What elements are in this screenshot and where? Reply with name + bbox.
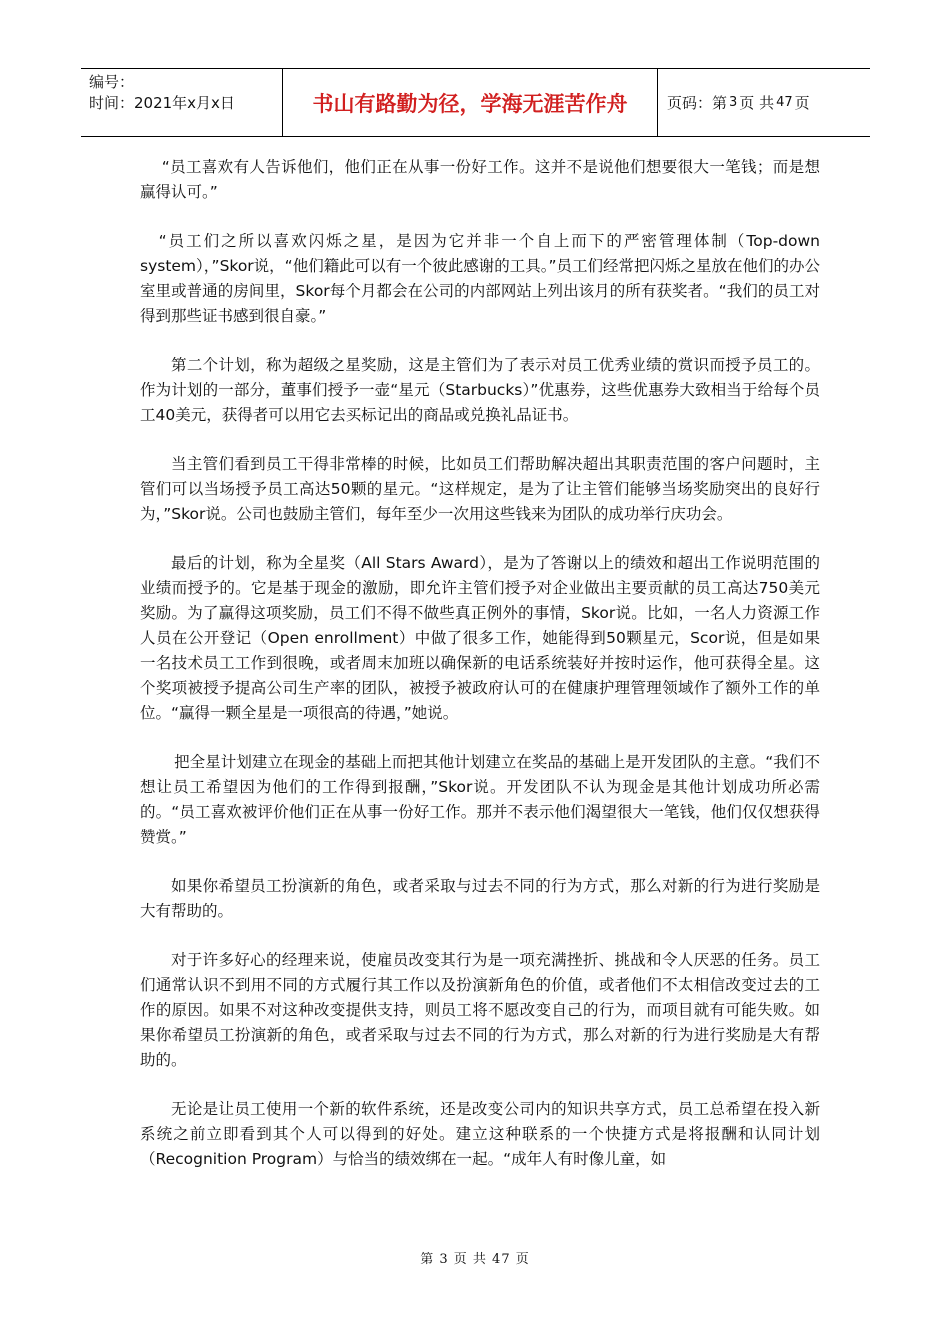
paragraph-1: “员工喜欢有人告诉他们，他们正在从事一份好工作。这并不是说他们想要很大一笔钱；而是想赢得认可。” (140, 158, 820, 201)
paragraph-3: 第二个计划，称为超级之星奖励，这是主管们为了表示对员工优秀业绩的赏识而授予员工的。作为计划的一部分，董事们授予一壶“星元（Starbucks）”优惠券，这些优惠券大致相当于给每个员工40美元，获得者可以用它去买标记出的商品或兑换礼品证书。 (140, 356, 820, 424)
paragraph-4: 当主管们看到员工干得非常棒的时候，比如员工们帮助解决超出其职责范围的客户问题时，主管们可以当场授予员工高达50颗的星元。“这样规定，是为了让主管们能够当场奖励突出的良好行为，”Skor说。公司也鼓励主管们，每年至少一次用这些钱来为团队的成功举行庆功会。 (140, 455, 820, 523)
header-date: 时间：2021年x月x日 (89, 94, 235, 112)
header-motto: 书山有路勤为径，学海无涯苦作舟 (282, 69, 658, 136)
header-meta (81, 69, 282, 136)
paragraph-2: “员工们之所以喜欢闪烁之星，是因为它并非一个自上而下的严密管理体制（Top-down system），”Skor说，“他们籍此可以有一个彼此感谢的工具。”员工们经常把闪烁之星放在他们的办公室里或普通的房间里，Skor每个月都会在公司的内部网站上列出该月的所有获奖者。“我们的员工对得到那些证书感到很自豪。” (140, 232, 820, 325)
paragraph-5: 最后的计划，称为全星奖（All Stars Award），是为了答谢以上的绩效和超出工作说明范围的业绩而授予的。它是基于现金的激励，即允许主管们授予对企业做出主要贡献的员工高达750美元奖励。为了赢得这项奖励，员工们不得不做些真正例外的事情，Skor说。比如，一名人力资源工作人员在公开登记（Open enrollment）中做了很多工作，她能得到50颗星元，Scor说，但是如果一名技术员工工作到很晚，或者周末加班以确保新的电话系统装好并按时运作，他可获得全星。这个奖项被授予提高公司生产率的团队，被授予被政府认可的在健康护理管理领域作了额外工作的单位。“赢得一颗全星是一项很高的待遇，”她说。 (140, 554, 820, 722)
paragraph-7: 如果你希望员工扮演新的角色，或者采取与过去不同的行为方式，那么对新的行为进行奖励是大有帮助的。 (140, 877, 820, 920)
page-mid: 页 共 (739, 94, 775, 112)
paragraph-6: 把全星计划建立在现金的基础上而把其他计划建立在奖品的基础上是开发团队的主意。“我们不想让员工希望因为他们的工作得到报酬，”Skor说。开发团队不认为现金是其他计划成功所必需的。“员工喜欢被评价他们正在从事一份好工作。那并不表示他们渴望很大一笔钱，他们仅仅想获得赞赏。” (140, 753, 820, 846)
page-total: 47 (776, 95, 793, 110)
paragraph-8: 对于许多好心的经理来说，使雇员改变其行为是一项充满挫折、挑战和令人厌恶的任务。员工们通常认识不到用不同的方式履行其工作以及扮演新角色的价值，或者他们不太相信改变过去的工作的原因。如果不对这种改变提供支持，则员工将不愿改变自己的行为，而项目就有可能失败。如果你希望员工扮演新的角色，或者采取与过去不同的行为方式，那么对新的行为进行奖励是大有帮助的。 (140, 951, 820, 1069)
page-suffix: 页 (794, 94, 810, 112)
page-footer: 第 3 页 共 47 页 (420, 1252, 530, 1267)
header-number-label: 编号： (89, 73, 135, 91)
document-body (140, 155, 820, 1196)
page-prefix: 页码：第 (667, 94, 728, 112)
page-header (81, 68, 870, 137)
header-page-indicator (658, 69, 870, 136)
paragraph-9: 无论是让员工使用一个新的软件系统，还是改变公司内的知识共享方式，员工总希望在投入新系统之前立即看到其个人可以得到的好处。建立这种联系的一个快捷方式是将报酬和认同计划（Recognition Program）与恰当的绩效绑在一起。“成年人有时像儿童，如 (140, 1100, 820, 1168)
page-current: 3 (729, 95, 738, 110)
